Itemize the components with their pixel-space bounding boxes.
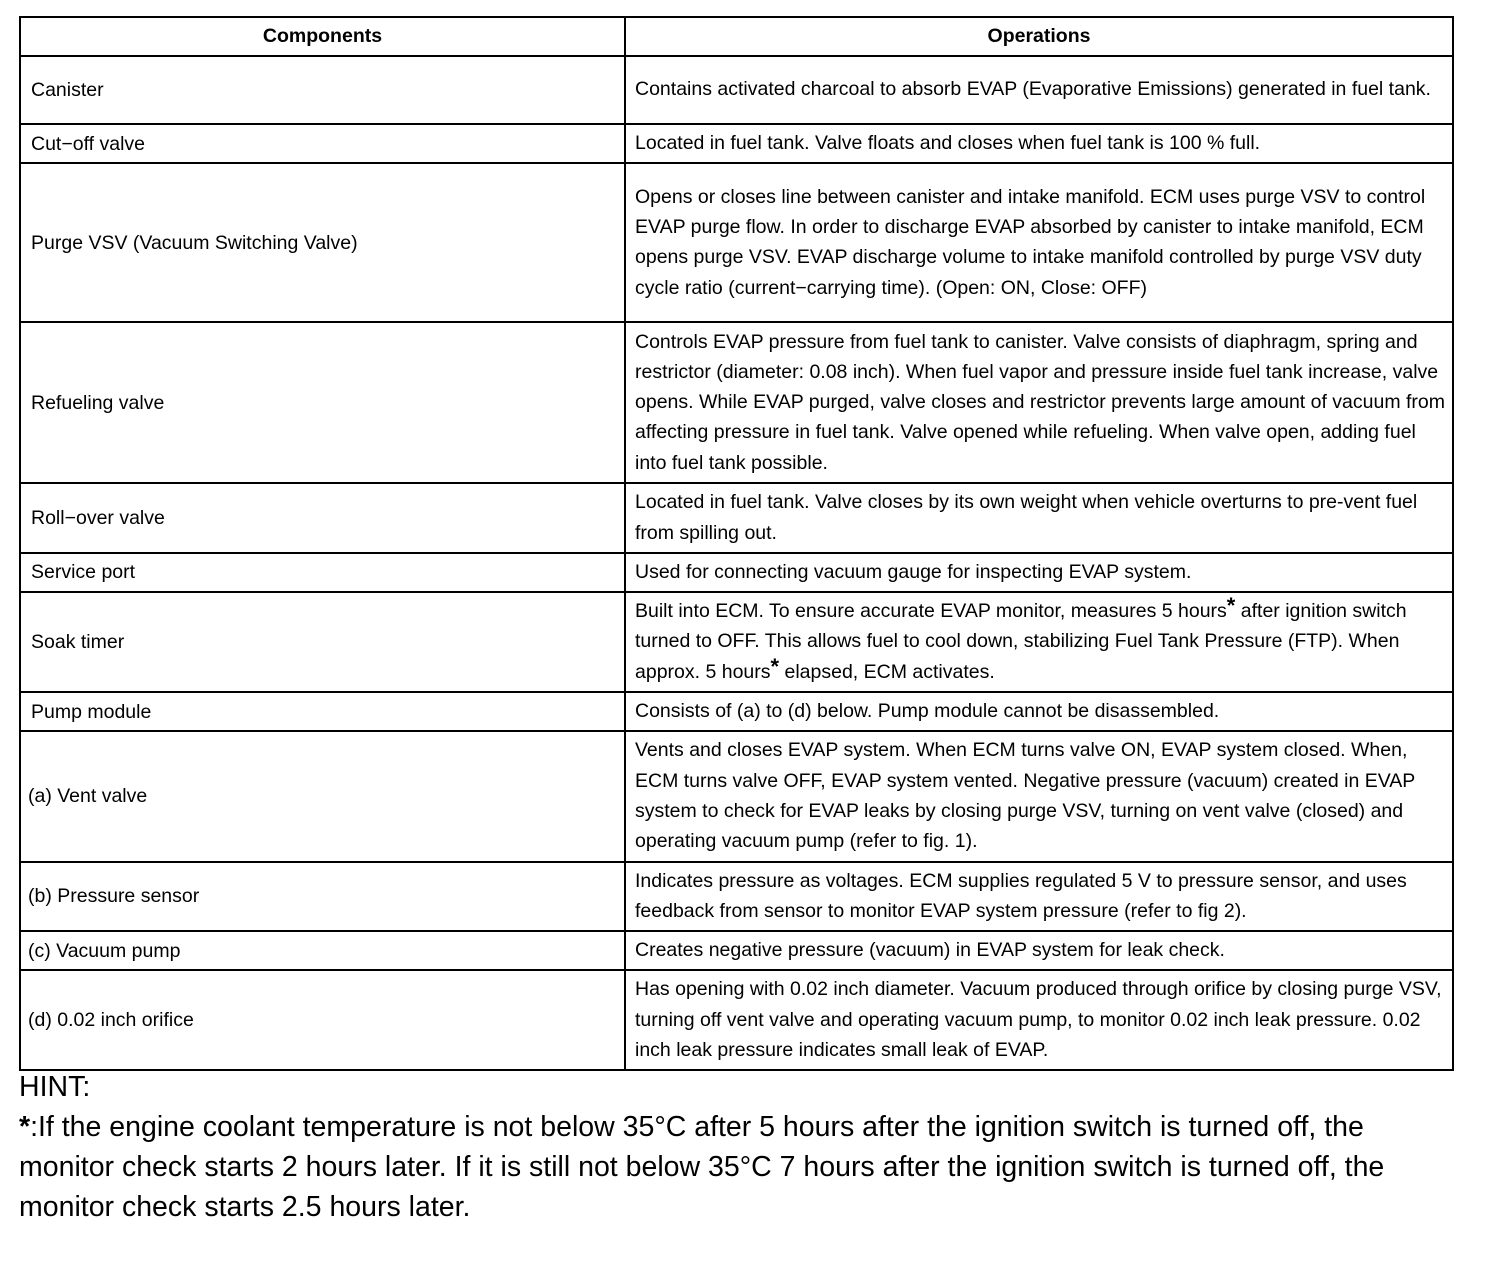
operation-cell: Indicates pressure as voltages. ECM supplies regulated 5 V to pressure sensor, and uses feedback from sensor to monitor EVAP system pressure (refer to fig 2). <box>625 862 1453 932</box>
table-row <box>20 862 1453 932</box>
component-cell: Service port <box>20 553 625 592</box>
operation-cell <box>625 592 1453 692</box>
components-header: Components <box>20 17 625 56</box>
component-cell: Roll−over valve <box>20 483 625 553</box>
table-row <box>20 322 1453 483</box>
operation-text: elapsed, ECM activates. <box>779 660 995 683</box>
hint-asterisk: * <box>19 1111 31 1143</box>
operation-cell: Vents and closes EVAP system. When ECM turns valve ON, EVAP system closed. When, ECM turns valve OFF, EVAP system vented. Negative pressure (vacuum) created in EVAP system to check for EVAP leaks by closing purge VSV, turning on vent valve (closed) and operating vacuum pump (refer to fig. 1). <box>625 731 1453 861</box>
hint-section <box>19 1067 1459 1227</box>
operation-text: Built into ECM. To ensure accurate EVAP monitor, measures 5 hours <box>635 600 1227 623</box>
operation-cell: Controls EVAP pressure from fuel tank to canister. Valve consists of diaphragm, spring and restrictor (diameter: 0.08 inch). When fuel vapor and pressure inside fuel tank increase, valve opens. While EVAP purged, valve closes and restrictor prevents large amount of vacuum from affecting pressure in fuel tank. Valve opened while refueling. When valve open, adding fuel into fuel tank possible. <box>625 322 1453 483</box>
table-row <box>20 931 1453 970</box>
component-cell: Refueling valve <box>20 322 625 483</box>
footnote-asterisk: * <box>1226 593 1236 619</box>
table-row <box>20 553 1453 592</box>
component-cell: (c) Vacuum pump <box>20 931 625 970</box>
hint-text: :If the engine coolant temperature is not below 35°C after 5 hours after the ignition switch is turned off, the monitor check starts 2 hours later. If it is still not below 35°C 7 hours after the ignition switch is turned off, the monitor check starts 2.5 hours later. <box>19 1111 1385 1223</box>
operation-cell: Located in fuel tank. Valve closes by its own weight when vehicle overturns to pre-vent fuel from spilling out. <box>625 483 1453 553</box>
hint-title: HINT: <box>19 1071 91 1103</box>
operation-cell: Consists of (a) to (d) below. Pump module cannot be disassembled. <box>625 692 1453 731</box>
table-row <box>20 731 1453 861</box>
operation-cell: Opens or closes line between canister and intake manifold. ECM uses purge VSV to control EVAP purge flow. In order to discharge EVAP absorbed by canister to intake manifold, ECM opens purge VSV. EVAP discharge volume to intake manifold controlled by purge VSV duty cycle ratio (current−carrying time). (Open: ON, Close: OFF) <box>625 163 1453 322</box>
component-cell: Canister <box>20 56 625 124</box>
operation-cell: Located in fuel tank. Valve floats and closes when fuel tank is 100 % full. <box>625 124 1453 163</box>
operations-header: Operations <box>625 17 1453 56</box>
operation-cell: Creates negative pressure (vacuum) in EVAP system for leak check. <box>625 931 1453 970</box>
component-cell: Cut−off valve <box>20 124 625 163</box>
footnote-asterisk: * <box>770 653 780 679</box>
operation-cell: Has opening with 0.02 inch diameter. Vacuum produced through orifice by closing purge VSV, turning off vent valve and operating vacuum pump, to monitor 0.02 inch leak pressure. 0.02 inch leak pressure indicates small leak of EVAP. <box>625 970 1453 1070</box>
component-cell: (a) Vent valve <box>20 731 625 861</box>
components-operations-table <box>19 16 1454 1071</box>
table-header-row <box>20 17 1453 56</box>
table-row <box>20 124 1453 163</box>
table-row <box>20 483 1453 553</box>
table-row <box>20 56 1453 124</box>
table-row <box>20 970 1453 1070</box>
operation-text: after ignition switch turned to OFF. This allows fuel to cool down, stabilizing Fuel Tank Pressure (FTP). When approx. 5 hours <box>635 600 1407 683</box>
operation-cell: Used for connecting vacuum gauge for inspecting EVAP system. <box>625 553 1453 592</box>
component-cell: Soak timer <box>20 592 625 692</box>
component-cell: Purge VSV (Vacuum Switching Valve) <box>20 163 625 322</box>
component-cell: (d) 0.02 inch orifice <box>20 970 625 1070</box>
operation-cell: Contains activated charcoal to absorb EVAP (Evaporative Emissions) generated in fuel tank. <box>625 56 1453 124</box>
table-row <box>20 163 1453 322</box>
component-cell: (b) Pressure sensor <box>20 862 625 932</box>
component-cell: Pump module <box>20 692 625 731</box>
table-row <box>20 592 1453 692</box>
table-row <box>20 692 1453 731</box>
